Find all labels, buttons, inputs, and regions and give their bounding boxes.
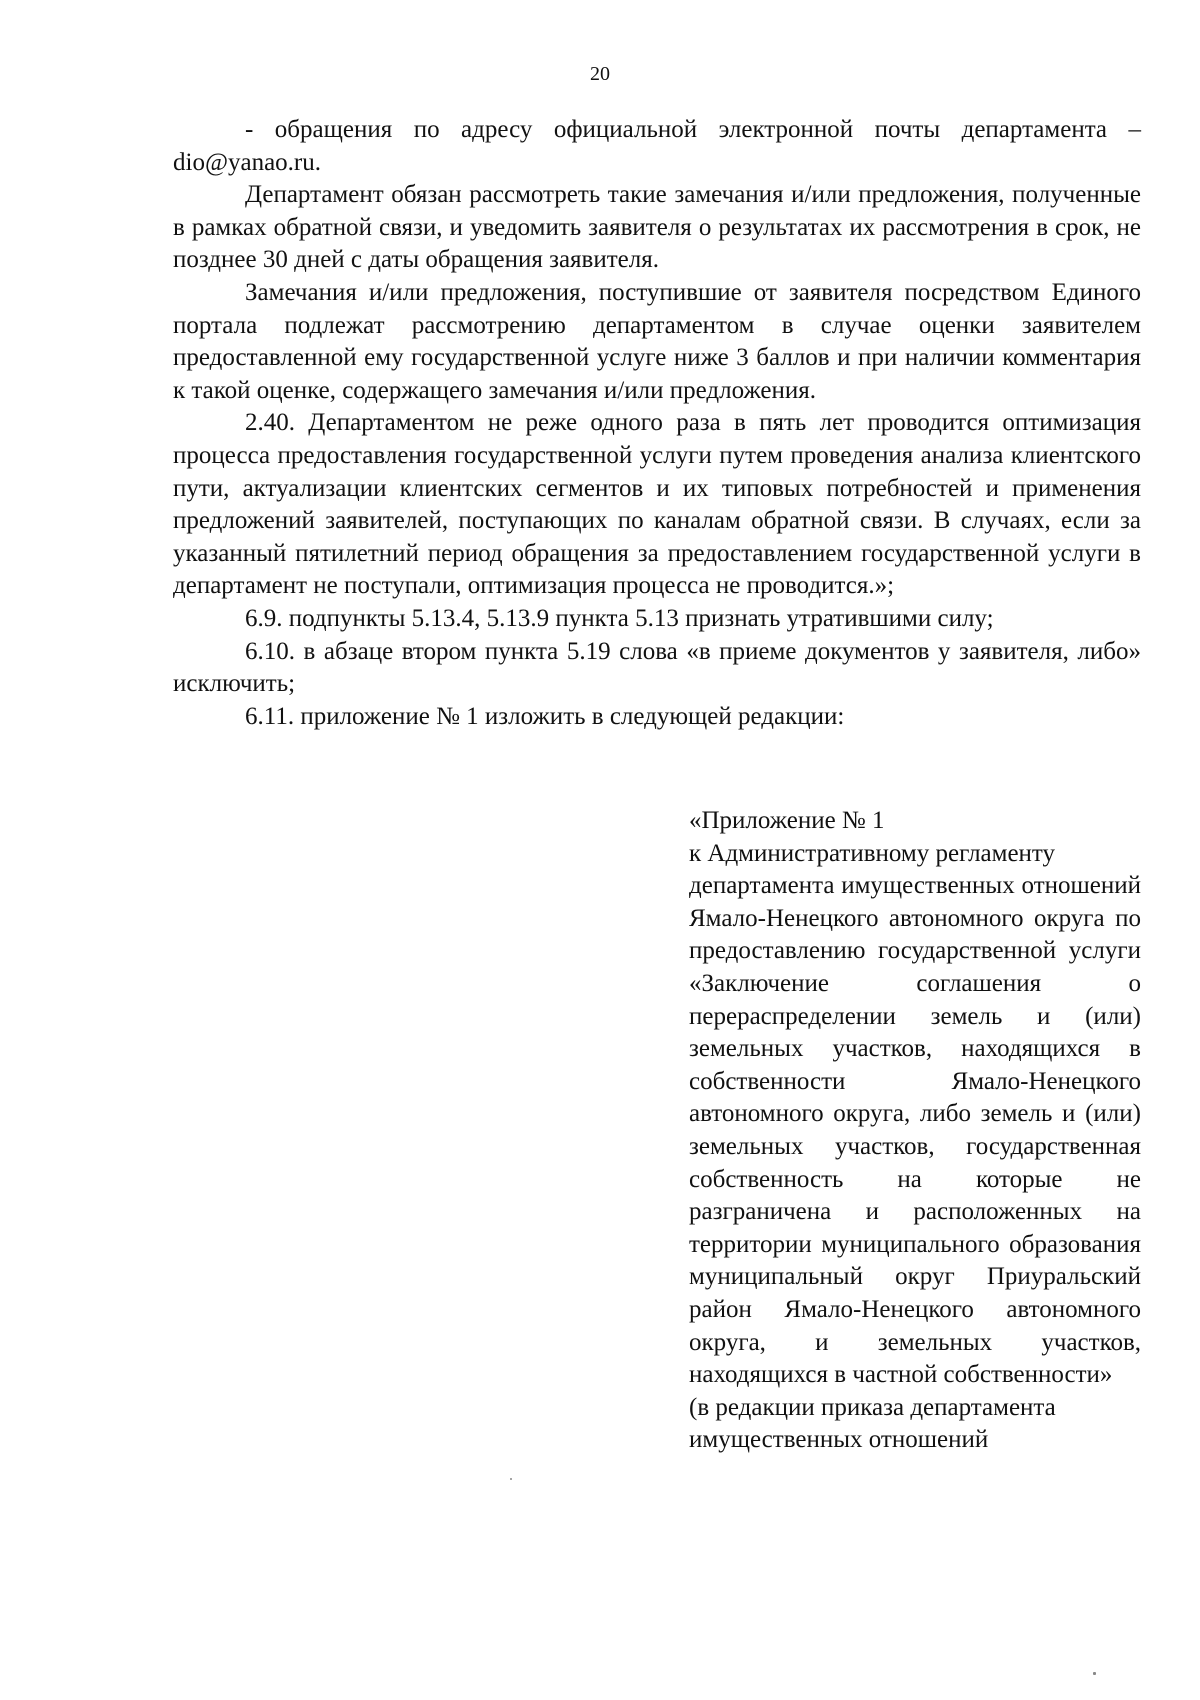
appendix-body: департамента имущественных отношений Ямало-Ненецкого автономного округа по предоставлению государственной услуги «Заключение соглашения о перераспределении земель и (или) земельных участков, находящихся в собственности Ямало-Ненецкого автономного округа, либо земель и (или) земельных участков, государственная собственность на которые не разграничена и расположенных на территории муниципального образования муниципальный округ Приуральский район Ямало-Ненецкого автономного округа, и земельных участков, находящихся в частной собственности» [689,872,1141,1389]
appendix-header [689,805,1141,1457]
scan-speck [510,1478,512,1480]
appendix-note-line-1: (в редакции приказа департамента [689,1393,1056,1421]
appendix-subtitle: к Административному регламенту [689,839,1056,867]
paragraph-2-40: 2.40. Департаментом не реже одного раза в пять лет проводится оптимизация процесса предоставления государственной услуги путем проведения анализа клиентского пути, актуализации клиентских сегментов и их типовых потребностей и применения предложений заявителей, поступающих по каналам обратной связи. В случаях, если за указанный пятилетний период обращения за предоставлением государственной услуги в департамент не поступали, оптимизация процесса не проводится.»; [173,409,1141,600]
paragraph-portal-remarks: Замечания и/или предложения, поступившие от заявителя посредством Единого портала подлежат рассмотрению департаментом в случае оценки заявителем предоставленной ему государственной услуге ниже 3 баллов и при наличии комментария к такой оценке, содержащего замечания и/или предложения. [173,278,1141,404]
scan-speck [1093,1672,1096,1675]
paragraph-6-11: 6.11. приложение № 1 изложить в следующей редакции: [245,702,845,730]
document-body [173,114,1141,733]
paragraph-department-obligation: Департамент обязан рассмотреть такие замечания и/или предложения, полученные в рамках обратной связи, и уведомить заявителя о результатах их рассмотрения в срок, не позднее 30 дней с даты обращения заявителя. [173,181,1141,274]
appendix-note-line-2: имущественных отношений [689,1426,989,1454]
paragraph-6-10: 6.10. в абзаце втором пункта 5.19 слова «в приеме документов у заявителя, либо» исключить; [173,637,1141,698]
paragraph-email-feedback: - обращения по адресу официальной электронной почты департамента – dio@yanao.ru. [173,116,1141,176]
page-number: 20 [590,63,610,85]
appendix-title: «Приложение № 1 [689,807,885,834]
paragraph-6-9: 6.9. подпункты 5.13.4, 5.13.9 пункта 5.13 признать утратившими силу; [245,604,994,632]
